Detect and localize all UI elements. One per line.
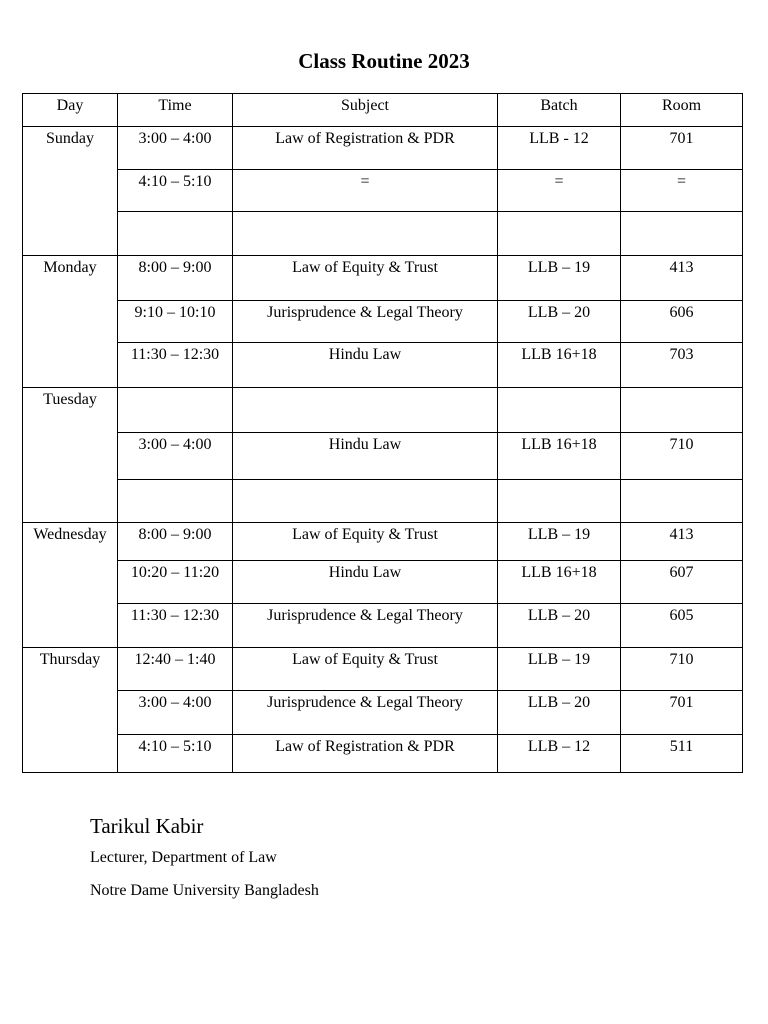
table-row	[23, 127, 743, 170]
batch-cell: LLB 16+18	[498, 433, 621, 480]
subject-cell: Jurisprudence & Legal Theory	[233, 691, 498, 735]
subject-cell: Law of Equity & Trust	[233, 523, 498, 561]
table-row	[23, 523, 743, 561]
column-header-time: Time	[118, 94, 233, 127]
batch-cell: LLB - 12	[498, 127, 621, 170]
time-cell: 12:40 – 1:40	[118, 648, 233, 691]
batch-cell: LLB – 19	[498, 256, 621, 301]
time-cell	[118, 388, 233, 433]
subject-cell: Hindu Law	[233, 343, 498, 388]
table-row	[23, 480, 743, 523]
room-cell: 701	[621, 127, 743, 170]
table-row	[23, 256, 743, 301]
column-header-batch: Batch	[498, 94, 621, 127]
day-cell-empty	[23, 735, 118, 773]
signature-block	[90, 812, 319, 901]
time-cell: 8:00 – 9:00	[118, 523, 233, 561]
room-cell: 413	[621, 523, 743, 561]
day-cell-empty	[23, 480, 118, 523]
room-cell: 605	[621, 604, 743, 648]
time-cell: 3:00 – 4:00	[118, 433, 233, 480]
routine-table	[22, 93, 743, 773]
subject-cell: Law of Equity & Trust	[233, 256, 498, 301]
day-cell-monday: Monday	[23, 256, 118, 301]
table-row	[23, 212, 743, 256]
room-cell	[621, 480, 743, 523]
time-cell: 10:20 – 11:20	[118, 561, 233, 604]
table-row	[23, 691, 743, 735]
column-header-room: Room	[621, 94, 743, 127]
time-cell	[118, 480, 233, 523]
room-cell: 511	[621, 735, 743, 773]
table-row	[23, 648, 743, 691]
signatory-designation: Lecturer, Department of Law	[90, 849, 277, 866]
batch-cell	[498, 212, 621, 256]
room-cell: 413	[621, 256, 743, 301]
batch-cell: LLB – 20	[498, 301, 621, 343]
subject-cell	[233, 212, 498, 256]
subject-cell: Jurisprudence & Legal Theory	[233, 604, 498, 648]
batch-cell: LLB 16+18	[498, 561, 621, 604]
signatory-institution: Notre Dame University Bangladesh	[90, 882, 319, 899]
batch-cell: LLB – 12	[498, 735, 621, 773]
room-cell: 701	[621, 691, 743, 735]
room-cell: =	[621, 170, 743, 212]
subject-cell	[233, 388, 498, 433]
room-cell: 607	[621, 561, 743, 604]
time-cell: 11:30 – 12:30	[118, 604, 233, 648]
table-header-row	[23, 94, 743, 127]
table-row	[23, 433, 743, 480]
room-cell: 710	[621, 433, 743, 480]
day-cell-empty	[23, 343, 118, 388]
day-cell-empty	[23, 170, 118, 212]
day-cell-sunday: Sunday	[23, 127, 118, 170]
time-cell: 4:10 – 5:10	[118, 735, 233, 773]
time-cell: 4:10 – 5:10	[118, 170, 233, 212]
room-cell: 710	[621, 648, 743, 691]
batch-cell: LLB – 19	[498, 648, 621, 691]
table-row	[23, 170, 743, 212]
table-row	[23, 561, 743, 604]
day-cell-empty	[23, 433, 118, 480]
room-cell: 703	[621, 343, 743, 388]
day-cell-empty	[23, 301, 118, 343]
table-row	[23, 735, 743, 773]
table-row	[23, 301, 743, 343]
subject-cell: Law of Registration & PDR	[233, 127, 498, 170]
subject-cell: Hindu Law	[233, 561, 498, 604]
day-cell-tuesday: Tuesday	[23, 388, 118, 433]
table-row	[23, 343, 743, 388]
day-cell-empty	[23, 691, 118, 735]
subject-cell: Jurisprudence & Legal Theory	[233, 301, 498, 343]
time-cell: 3:00 – 4:00	[118, 691, 233, 735]
subject-cell: Hindu Law	[233, 433, 498, 480]
column-header-subject: Subject	[233, 94, 498, 127]
subject-cell: =	[233, 170, 498, 212]
batch-cell: LLB – 20	[498, 691, 621, 735]
column-header-day: Day	[23, 94, 118, 127]
subject-cell: Law of Equity & Trust	[233, 648, 498, 691]
batch-cell: LLB – 20	[498, 604, 621, 648]
signatory-name: Tarikul Kabir	[90, 814, 204, 838]
batch-cell: =	[498, 170, 621, 212]
day-cell-empty	[23, 604, 118, 648]
room-cell: 606	[621, 301, 743, 343]
batch-cell: LLB 16+18	[498, 343, 621, 388]
batch-cell	[498, 480, 621, 523]
room-cell	[621, 212, 743, 256]
batch-cell: LLB – 19	[498, 523, 621, 561]
time-cell	[118, 212, 233, 256]
day-cell-wednesday: Wednesday	[23, 523, 118, 561]
table-row	[23, 388, 743, 433]
room-cell	[621, 388, 743, 433]
day-cell-empty	[23, 212, 118, 256]
time-cell: 8:00 – 9:00	[118, 256, 233, 301]
time-cell: 11:30 – 12:30	[118, 343, 233, 388]
table-row	[23, 604, 743, 648]
page-title: Class Routine 2023	[298, 49, 470, 73]
time-cell: 3:00 – 4:00	[118, 127, 233, 170]
day-cell-thursday: Thursday	[23, 648, 118, 691]
subject-cell	[233, 480, 498, 523]
day-cell-empty	[23, 561, 118, 604]
subject-cell: Law of Registration & PDR	[233, 735, 498, 773]
batch-cell	[498, 388, 621, 433]
time-cell: 9:10 – 10:10	[118, 301, 233, 343]
